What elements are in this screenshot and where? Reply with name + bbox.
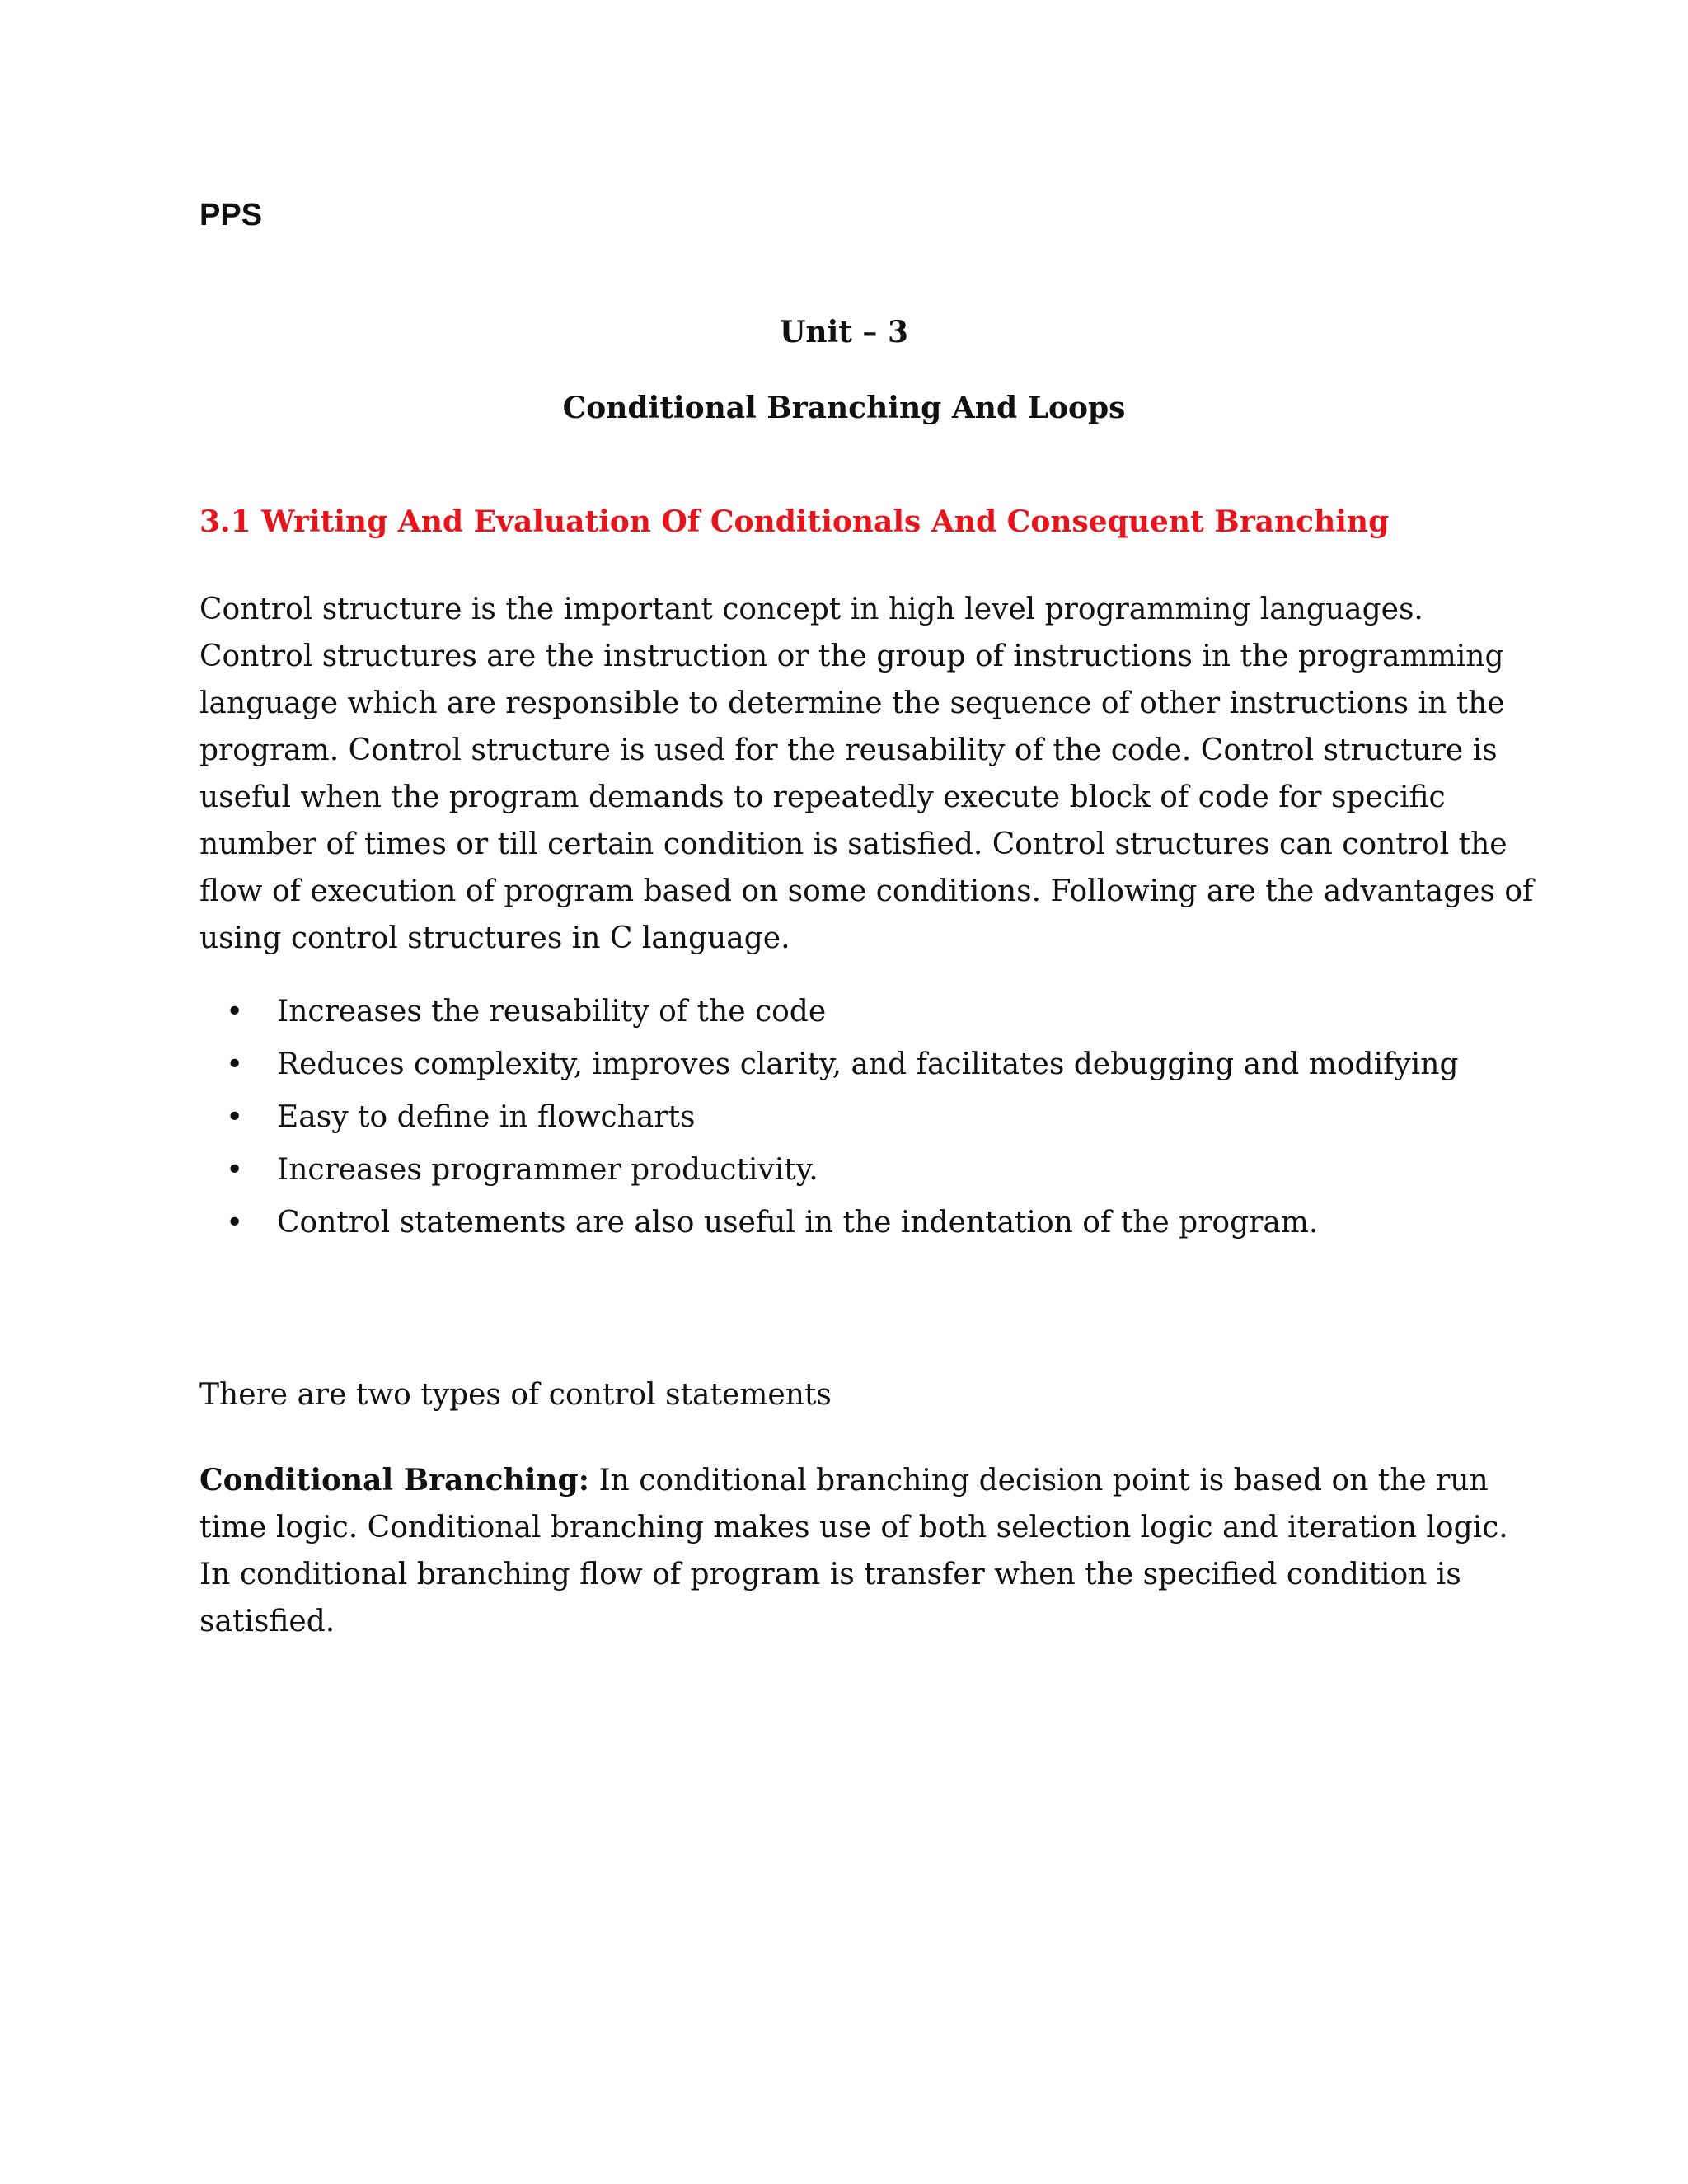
bullet-icon: • (226, 1100, 244, 1134)
list-item-text: Reduces complexity, improves clarity, and facilitates debugging and modifying (277, 1047, 1459, 1081)
conditional-branching-paragraph (199, 1457, 1518, 1645)
intro-line: Control structure is the important concept in high level programming languages. (199, 593, 1423, 626)
intro-line: Control structures are the instruction or the group of instructions in the programming (199, 640, 1504, 673)
bullet-icon: • (226, 995, 244, 1029)
intro-line: useful when the program demands to repeatedly execute block of code for specific (199, 780, 1446, 814)
section-heading: 3.1 Writing And Evaluation Of Conditionals And Consequent Branching (199, 504, 1390, 539)
chapter-title: Conditional Branching And Loops (562, 391, 1126, 425)
list-item (199, 986, 1459, 1038)
intro-line: program. Control structure is used for the reusability of the code. Control structure is (199, 733, 1498, 767)
advantages-list (199, 986, 1459, 1249)
intro-line: language which are responsible to determine the sequence of other instructions in the (199, 687, 1505, 720)
list-item (199, 1144, 1459, 1197)
intro-line: flow of execution of program based on some conditions. Following are the advantages of (199, 874, 1534, 908)
intro-paragraph (199, 586, 1534, 962)
list-item-text: Control statements are also useful in the indentation of the program. (277, 1206, 1319, 1240)
cond-line: In conditional branching decision point is based on the run (589, 1464, 1489, 1497)
unit-title: Unit – 3 (780, 315, 908, 349)
cond-line: satisfied. (199, 1605, 335, 1638)
cond-first-line (199, 1457, 1518, 1504)
list-item (199, 1038, 1459, 1091)
intro-line: number of times or till certain condition is satisfied. Control structures can control the (199, 827, 1507, 861)
list-item-text: Increases the reusability of the code (277, 995, 827, 1029)
term-label: Conditional Branching: (199, 1463, 590, 1497)
bullet-icon: • (226, 1153, 244, 1187)
list-item-text: Increases programmer productivity. (277, 1153, 818, 1187)
cond-line: time logic. Conditional branching makes use of both selection logic and iteration logic. (199, 1511, 1508, 1544)
list-item-text: Easy to define in flowcharts (277, 1100, 696, 1134)
bullet-icon: • (226, 1047, 244, 1081)
cond-line: In conditional branching flow of program is transfer when the specified condition is (199, 1558, 1461, 1591)
list-item (199, 1091, 1459, 1144)
types-statement: There are two types of control statements (199, 1378, 832, 1412)
list-item (199, 1197, 1459, 1249)
intro-line: using control structures in C language. (199, 921, 790, 955)
course-label: PPS (199, 198, 263, 232)
bullet-icon: • (226, 1206, 244, 1240)
